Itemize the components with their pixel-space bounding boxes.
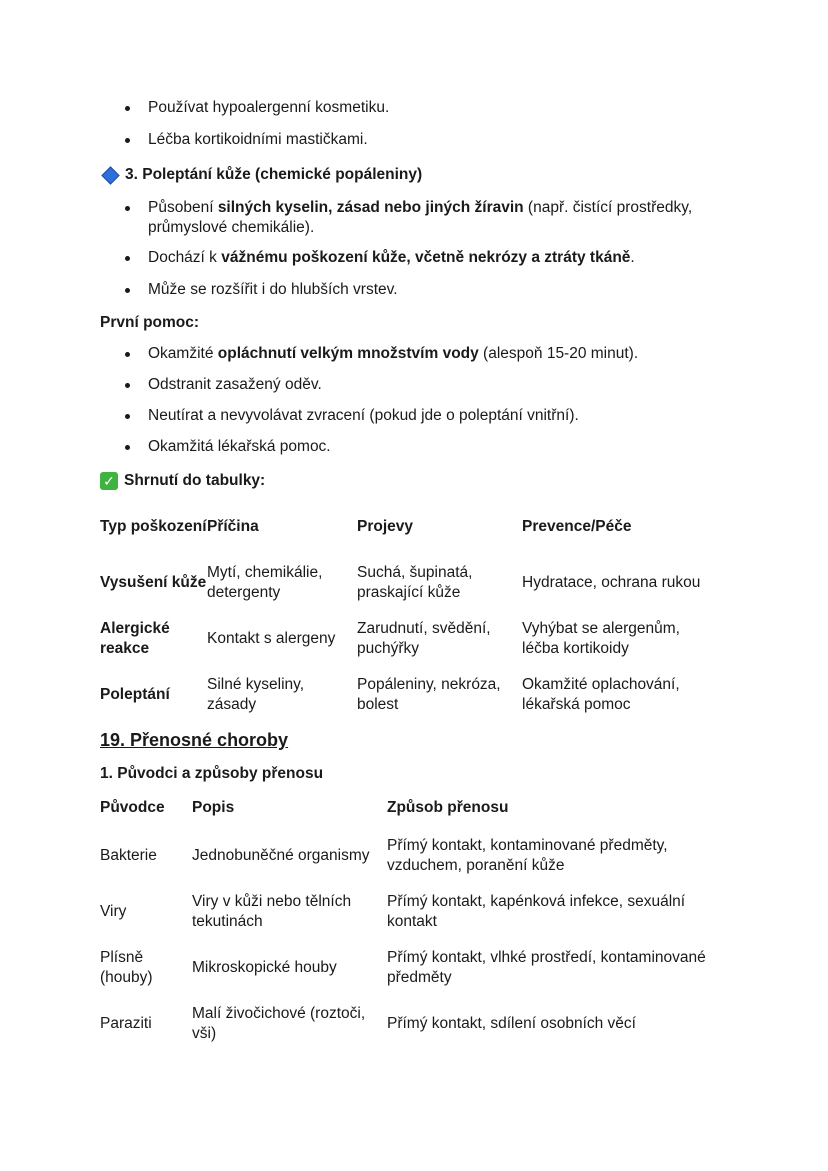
table-cell: Mytí, chemikálie, detergenty — [207, 564, 323, 601]
pathogen-table — [100, 796, 730, 1046]
list-item: Používat hypoalergenní kosmetiku. — [148, 98, 728, 118]
table-cell: Bakterie — [100, 847, 157, 864]
text-fragment: Okamžité — [148, 345, 218, 362]
table-cell: Vysušení kůže — [100, 574, 207, 591]
first-aid-heading: První pomoc: — [100, 314, 200, 331]
table-cell: Vyhýbat se alergenům, léčba kortikoidy — [522, 620, 680, 657]
table-cell: Paraziti — [100, 1015, 152, 1032]
list-item: Může se rozšířit i do hlubších vrstev. — [148, 280, 728, 300]
table-cell: Přímý kontakt, sdílení osobních věcí — [387, 1015, 636, 1032]
table-cell: Alergické reakce — [100, 620, 170, 657]
table-cell: Jednobuněčné organismy — [192, 847, 370, 864]
table-row — [100, 617, 720, 661]
text-bold: silných kyselin, zásad nebo jiných žíravin — [217, 199, 524, 216]
list-item: Okamžitá lékařská pomoc. — [148, 437, 728, 457]
table-header: Příčina — [207, 518, 259, 535]
table-cell: Přímý kontakt, kontaminované předměty, vzduchem, poranění kůže — [387, 837, 668, 874]
table-row — [100, 890, 730, 934]
table-cell: Poleptání — [100, 686, 170, 703]
blue-diamond-icon — [101, 166, 119, 184]
table-header-row — [100, 796, 730, 820]
table-cell: Viry — [100, 903, 127, 920]
table-row — [100, 834, 730, 878]
table-cell: Suchá, šupinatá, praskající kůže — [357, 564, 473, 601]
text-fragment: (např. čistící prostředky, průmyslové chemikálie). — [148, 199, 693, 236]
summary-title: Shrnutí do tabulky: — [124, 472, 266, 489]
summary-table — [100, 505, 720, 717]
table-header: Původce — [100, 799, 165, 816]
table-cell: Viry v kůži nebo tělních tekutinách — [192, 893, 352, 930]
summary-heading — [100, 471, 265, 491]
section-title: 3. Poleptání kůže (chemické popáleniny) — [125, 166, 423, 183]
list-item — [148, 198, 728, 238]
text-bold: vážnému poškození kůže, včetně nekrózy a ztráty tkáně — [221, 249, 631, 266]
table-cell: Kontakt s alergeny — [207, 630, 336, 647]
table-cell: Okamžité oplachování, lékařská pomoc — [522, 676, 680, 713]
chapter-subtitle: 1. Původci a způsoby přenosu — [100, 765, 324, 782]
table-cell: Hydratace, ochrana rukou — [522, 574, 701, 591]
table-cell: Zarudnutí, svědění, puchýřky — [357, 620, 491, 657]
table-header-row — [100, 505, 720, 549]
section-heading — [100, 165, 422, 185]
table-cell: Mikroskopické houby — [192, 959, 337, 976]
text-fragment: Působení — [148, 199, 218, 216]
table-cell: Plísně (houby) — [100, 949, 153, 986]
chapter-title: 19. Přenosné choroby — [100, 730, 289, 750]
list-item — [148, 344, 728, 364]
table-header: Typ poškození — [100, 518, 207, 535]
list-item: Neutírat a nevyvolávat zvracení (pokud jde o poleptání vnitřní). — [148, 406, 728, 426]
table-row — [100, 1002, 730, 1046]
table-header: Prevence/Péče — [522, 518, 632, 535]
table-cell: Přímý kontakt, vlhké prostředí, kontaminované předměty — [387, 949, 706, 986]
table-row — [100, 673, 720, 717]
text-fragment: Dochází k — [148, 249, 222, 266]
text-fragment: . — [630, 249, 635, 266]
table-cell: Popáleniny, nekróza, bolest — [357, 676, 501, 713]
table-cell: Malí živočichové (roztoči, vši) — [192, 1005, 366, 1042]
text-bold: opláchnutí velkým množstvím vody — [217, 345, 479, 362]
text-fragment: (alespoň 15-20 minut). — [478, 345, 639, 362]
table-header: Popis — [192, 799, 235, 816]
table-header: Projevy — [357, 518, 414, 535]
list-item — [148, 248, 728, 268]
check-mark-icon: ✓ — [100, 472, 118, 490]
list-item: Léčba kortikoidními mastičkami. — [148, 130, 728, 150]
table-row — [100, 946, 730, 990]
table-header: Způsob přenosu — [387, 799, 509, 816]
table-cell: Silné kyseliny, zásady — [207, 676, 305, 713]
list-item: Odstranit zasažený oděv. — [148, 375, 728, 395]
table-row — [100, 561, 720, 605]
table-cell: Přímý kontakt, kapénková infekce, sexuální kontakt — [387, 893, 686, 930]
